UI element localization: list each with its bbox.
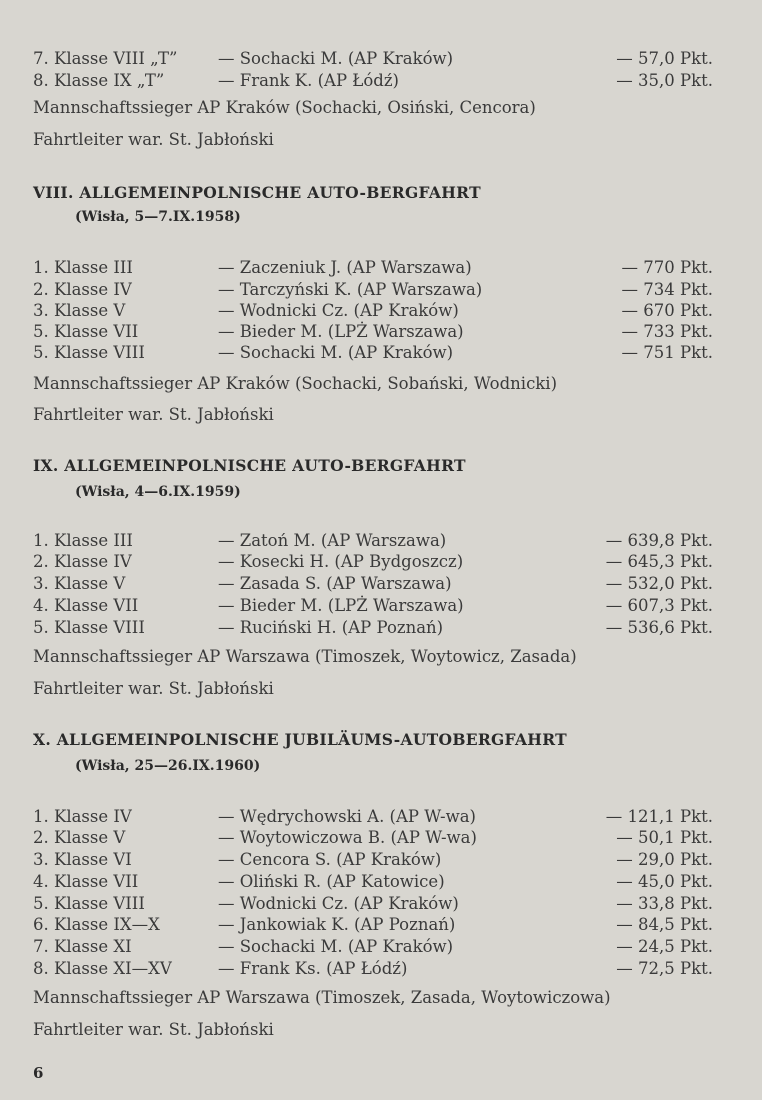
result-score: — 607,3 Pkt. [605, 596, 713, 615]
result-row [33, 893, 713, 915]
result-row [33, 300, 713, 322]
result-score: — 29,0 Pkt. [616, 850, 713, 869]
result-name: — Sochacki M. (AP Kraków) [218, 343, 454, 362]
result-name: — Wodnicki Cz. (AP Kraków) [218, 894, 459, 913]
result-row [33, 530, 713, 552]
result-klasse: 8. Klasse IX „T” [33, 71, 165, 90]
result-row [33, 342, 713, 364]
section-title: VIII. ALLGEMEINPOLNISCHE AUTO-BERGFAHRT [33, 183, 481, 202]
result-score: — 751 Pkt. [621, 343, 713, 362]
result-score: — 670 Pkt. [621, 301, 713, 320]
result-row [33, 958, 713, 980]
result-name: — Kosecki H. (AP Bydgoszcz) [218, 552, 464, 571]
result-name: — Zaczeniuk J. (AP Warszawa) [218, 258, 472, 277]
result-klasse: 3. Klasse V [33, 574, 126, 593]
result-name: — Tarczyński K. (AP Warszawa) [218, 280, 483, 299]
result-klasse: 2. Klasse V [33, 828, 126, 847]
result-name: — Bieder M. (LPŻ Warszawa) [218, 596, 464, 615]
result-klasse: 4. Klasse VII [33, 596, 139, 615]
result-klasse: 5. Klasse VII [33, 322, 139, 341]
team-winner-line: Mannschaftssieger AP Kraków (Sochacki, Sobański, Wodnicki) [33, 374, 558, 393]
result-klasse: 6. Klasse IX—X [33, 915, 160, 934]
race-director-line: Fahrtleiter war. St. Jabłoński [33, 1020, 274, 1039]
result-name: — Bieder M. (LPŻ Warszawa) [218, 322, 464, 341]
result-klasse: 1. Klasse III [33, 258, 133, 277]
result-row [33, 936, 713, 958]
result-score: — 532,0 Pkt. [605, 574, 713, 593]
section-subtitle: (Wisła, 4—6.IX.1959) [75, 484, 241, 500]
result-score: — 33,8 Pkt. [616, 894, 713, 913]
result-klasse: 7. Klasse XI [33, 937, 132, 956]
result-name: — Sochacki M. (AP Kraków) [218, 49, 454, 68]
result-row [33, 871, 713, 893]
result-name: — Woytowiczowa B. (AP W-wa) [218, 828, 477, 847]
result-name: — Cencora S. (AP Kraków) [218, 850, 442, 869]
result-score: — 35,0 Pkt. [616, 71, 713, 90]
result-score: — 733 Pkt. [621, 322, 713, 341]
result-name: — Ruciński H. (AP Poznań) [218, 618, 444, 637]
result-score: — 639,8 Pkt. [605, 531, 713, 550]
result-score: — 50,1 Pkt. [616, 828, 713, 847]
result-klasse: 5. Klasse VIII [33, 618, 145, 637]
section-title: IX. ALLGEMEINPOLNISCHE AUTO-BERGFAHRT [33, 456, 466, 475]
team-winner-line: Mannschaftssieger AP Kraków (Sochacki, Osiński, Cencora) [33, 98, 536, 117]
result-row [33, 279, 713, 301]
result-row [33, 806, 713, 828]
result-row [33, 551, 713, 573]
result-score: — 57,0 Pkt. [616, 49, 713, 68]
result-name: — Zasada S. (AP Warszawa) [218, 574, 452, 593]
result-row [33, 48, 713, 70]
team-winner-line: Mannschaftssieger AP Warszawa (Timoszek, Zasada, Woytowiczowa) [33, 988, 611, 1007]
result-klasse: 5. Klasse VIII [33, 343, 145, 362]
result-klasse: 3. Klasse VI [33, 850, 132, 869]
result-score: — 121,1 Pkt. [605, 807, 713, 826]
result-name: — Wodnicki Cz. (AP Kraków) [218, 301, 459, 320]
race-director-line: Fahrtleiter war. St. Jabłoński [33, 679, 274, 698]
result-score: — 84,5 Pkt. [616, 915, 713, 934]
section-subtitle: (Wisła, 25—26.IX.1960) [75, 758, 261, 774]
result-row [33, 827, 713, 849]
result-klasse: 2. Klasse IV [33, 552, 132, 571]
result-name: — Sochacki M. (AP Kraków) [218, 937, 454, 956]
result-score: — 734 Pkt. [621, 280, 713, 299]
result-name: — Jankowiak K. (AP Poznań) [218, 915, 456, 934]
result-score: — 72,5 Pkt. [616, 959, 713, 978]
result-row [33, 573, 713, 595]
result-row [33, 617, 713, 639]
result-score: — 536,6 Pkt. [605, 618, 713, 637]
result-klasse: 5. Klasse VIII [33, 894, 145, 913]
result-score: — 770 Pkt. [621, 258, 713, 277]
team-winner-line: Mannschaftssieger AP Warszawa (Timoszek, Woytowicz, Zasada) [33, 647, 577, 666]
result-row [33, 914, 713, 936]
result-name: — Zatoń M. (AP Warszawa) [218, 531, 447, 550]
section-title: X. ALLGEMEINPOLNISCHE JUBILÄUMS-AUTOBERGFAHRT [33, 730, 567, 749]
result-klasse: 4. Klasse VII [33, 872, 139, 891]
result-klasse: 7. Klasse VIII „T” [33, 49, 178, 68]
result-klasse: 3. Klasse V [33, 301, 126, 320]
result-klasse: 1. Klasse IV [33, 807, 132, 826]
result-score: — 645,3 Pkt. [605, 552, 713, 571]
result-name: — Oliński R. (AP Katowice) [218, 872, 445, 891]
result-klasse: 8. Klasse XI—XV [33, 959, 172, 978]
result-row [33, 849, 713, 871]
result-row [33, 70, 713, 92]
result-name: — Frank Ks. (AP Łódź) [218, 959, 408, 978]
race-director-line: Fahrtleiter war. St. Jabłoński [33, 405, 274, 424]
result-name: — Frank K. (AP Łódź) [218, 71, 399, 90]
result-row [33, 595, 713, 617]
result-name: — Wędrychowski A. (AP W-wa) [218, 807, 476, 826]
section-subtitle: (Wisła, 5—7.IX.1958) [75, 209, 241, 225]
result-row [33, 257, 713, 279]
result-klasse: 2. Klasse IV [33, 280, 132, 299]
result-row [33, 321, 713, 343]
result-score: — 45,0 Pkt. [616, 872, 713, 891]
page-number: 6 [33, 1064, 44, 1082]
race-director-line: Fahrtleiter war. St. Jabłoński [33, 130, 274, 149]
result-klasse: 1. Klasse III [33, 531, 133, 550]
result-score: — 24,5 Pkt. [616, 937, 713, 956]
